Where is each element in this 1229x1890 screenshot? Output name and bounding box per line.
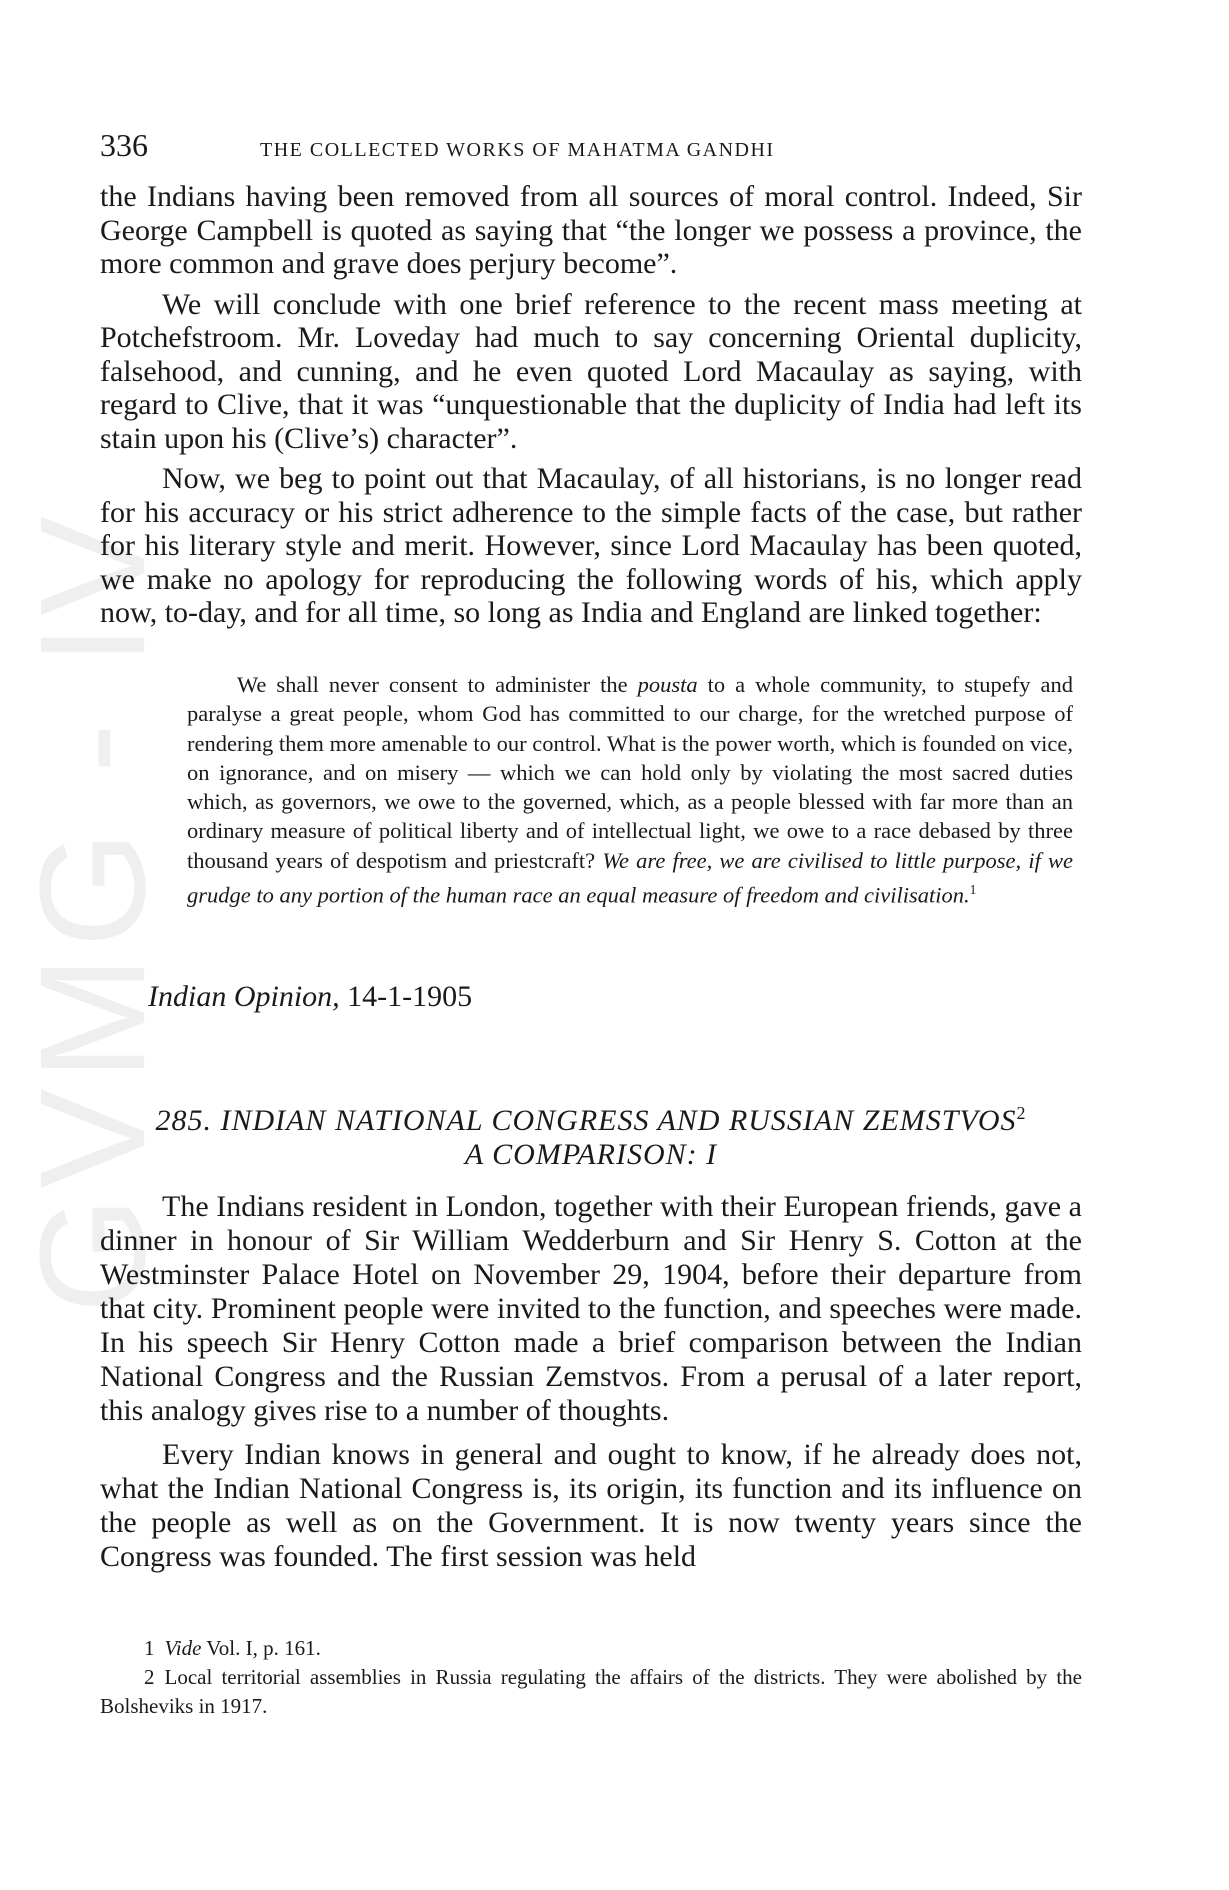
paragraph: Every Indian knows in general and ought to know, if he already does not, what the Indian National Congress is, its origin, its function and its influence on the people as well as on the Government. It is now twenty years since the Congress was founded. The first session was held xyxy=(100,1438,1082,1573)
footnote-ref: 1 xyxy=(969,882,977,898)
source-publication: Indian Opinion, xyxy=(148,980,340,1013)
article-body xyxy=(100,1190,1082,1574)
paragraph: We will conclude with one brief reference to the recent mass meeting at Potchefstroom. Mr. Loveday had much to say concerning Oriental duplicity, falsehood, and cunning, and he even quoted Lord Macaulay as saying, with regard to Clive, that it was “unquestionable that the duplicity of India had left its stain upon his (Clive’s) character”. xyxy=(100,287,1082,455)
footnote-ref: 2 xyxy=(1016,1103,1027,1123)
footnote-mark: 1 xyxy=(144,1636,155,1660)
footnote: 2 Local territorial assemblies in Russia regulating the affairs of the districts. They were abolished by the Bolsheviks in 1917. xyxy=(100,1665,1082,1718)
footnotes xyxy=(100,1634,1082,1721)
quote-text: to a whole community, to stupefy and paralyse a great people, whom God has committed to our charge, for the wretched purpose of rendering them more amenable to our control. What is the power worth, which is founded on vice, on ignorance, and on misery — which we can hold only by violating the most sacred duties which, as governors, we owe to the governed, which, as a people blessed with far more than an ordinary measure of political liberty and of intellectual light, we owe to a race debased by three thousand years of despotism and priestcraft? xyxy=(187,672,1073,873)
source-date: 14-1-1905 xyxy=(347,980,473,1013)
paragraph: the Indians having been removed from all sources of moral control. Indeed, Sir George Campbell is quoted as saying that “the longer we possess a province, the more common and grave does perjury become”. xyxy=(100,180,1082,280)
watermark-text: GVMG - IV xyxy=(8,507,177,1313)
title-line: A COMPARISON: I xyxy=(464,1138,718,1171)
footnote: 1 Vide Vol. I, p. 161. xyxy=(144,1636,321,1660)
quote-text: We shall never consent to administer the xyxy=(237,672,638,697)
article-title xyxy=(100,1096,1082,1172)
title-line: 285. INDIAN NATIONAL CONGRESS AND RUSSIAN ZEMSTVOS$^2$ xyxy=(155,1103,1027,1137)
block-quote xyxy=(187,670,1073,910)
quote-pousta: pousta xyxy=(637,672,698,697)
running-head: THE COLLECTED WORKS OF MAHATMA GANDHI xyxy=(260,139,775,161)
source-citation xyxy=(148,980,472,1014)
paragraph: The Indians resident in London, together with their European friends, gave a dinner in honour of Sir William Wedderburn and Sir Henry S. Cotton at the Westminster Palace Hotel on November 29, 1904, before their departure from that city. Prominent people were invited to the function, and speeches were made. In his speech Sir Henry Cotton made a brief comparison between the Indian National Congress and the Russian Zemstvos. From a perusal of a later report, this analogy gives rise to a number of thoughts. xyxy=(100,1190,1082,1427)
body-text xyxy=(100,180,1082,630)
paragraph: Now, we beg to point out that Macaulay, of all historians, is no longer read for his accuracy or his strict adherence to the simple facts of the case, but rather for his literary style and merit. However, since Lord Macaulay has been quoted, we make no apology for reproducing the following words of his, which apply now, to-day, and for all time, so long as India and England are linked together: xyxy=(100,462,1082,629)
quote-paragraph xyxy=(187,670,1073,910)
page-header xyxy=(100,127,1082,164)
footnote-mark: 2 xyxy=(144,1665,155,1689)
quote-italic: We are free, we are civilised to little purpose, if we grudge to any portion of the human race an equal measure of freedom and civilisation. xyxy=(187,847,1073,908)
page-number: 336 xyxy=(100,127,148,163)
